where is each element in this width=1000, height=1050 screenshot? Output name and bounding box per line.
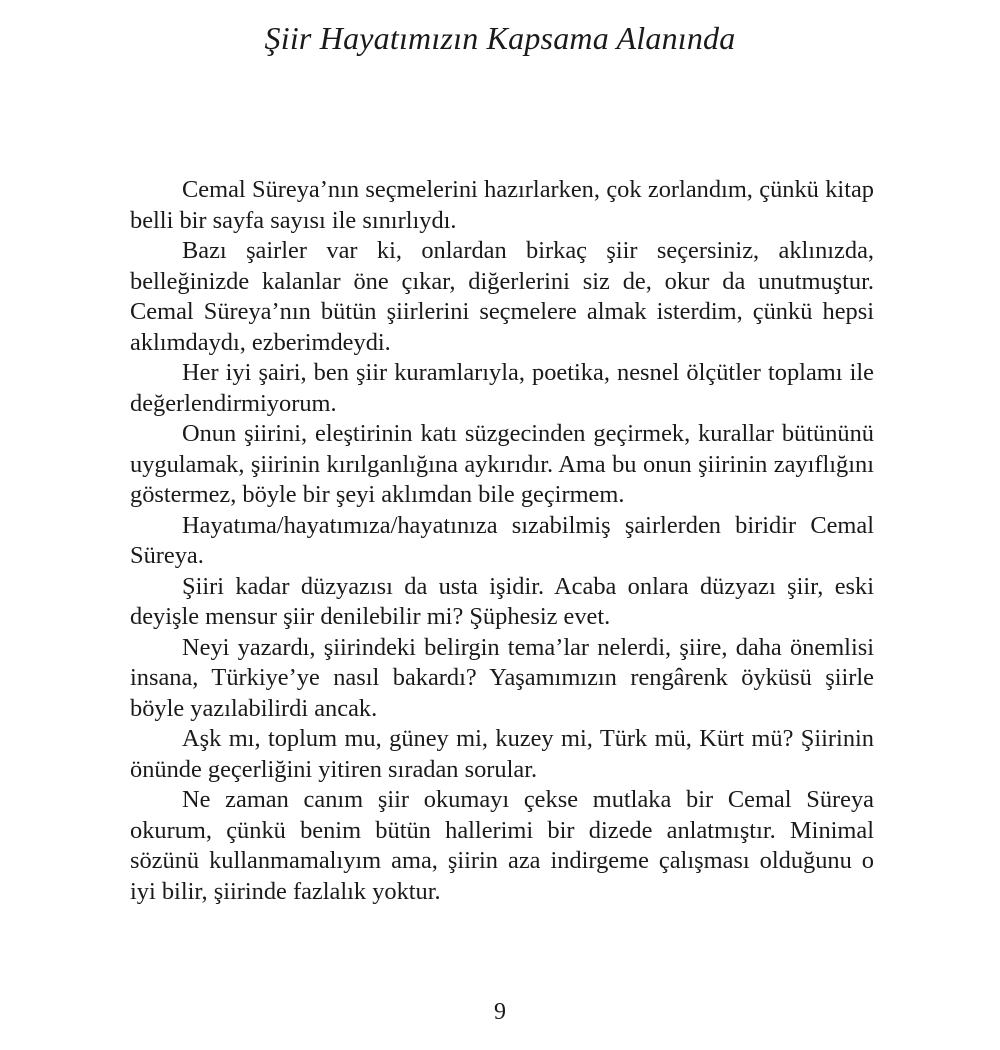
body-text [130,175,874,907]
paragraph: Her iyi şairi, ben şiir kuramlarıyla, poetika, nesnel ölçütler toplamı ile değerlendirmiyorum. [130,359,874,417]
paragraph: Neyi yazardı, şiirindeki belirgin tema’lar nelerdi, şiire, daha önemlisi insana, Türkiye’ye nasıl bakardı? Yaşamımızın rengârenk öyküsü şiirle böyle yazılabilirdi ancak. [130,633,874,722]
running-title: Şiir Hayatımızın Kapsama Alanında [264,20,736,56]
paragraph: Cemal Süreya’nın seçmelerini hazırlarken, çok zorlandım, çünkü kitap belli bir sayfa sayısı ile sınırlıydı. [130,176,874,234]
paragraph: Aşk mı, toplum mu, güney mi, kuzey mi, Türk mü, Kürt mü? Şiirinin önünde geçerliğini yitiren sıradan sorular. [130,725,874,783]
paragraph: Hayatıma/hayatımıza/hayatınıza sızabilmiş şairlerden biridir Cemal Süreya. [130,511,874,569]
paragraph: Ne zaman canım şiir okumayı çekse mutlaka bir Cemal Süreya okurum, çünkü benim bütün hallerimi bir dizede anlatmıştır. Minimal sözünü kullanmamalıyım ama, şiirin aza indirgeme çalışması olduğunu o iyi bilir, şiirinde fazlalık yoktur. [130,786,874,905]
page-number: 9 [494,999,506,1025]
paragraph: Şiiri kadar düzyazısı da usta işidir. Acaba onlara düzyazı şiir, eski deyişle mensur şiir denilebilir mi? Şüphesiz evet. [130,572,874,630]
paragraph: Onun şiirini, eleştirinin katı süzgecinden geçirmek, kurallar bütününü uygulamak, şiirinin kırılganlığına aykırıdır. Ama bu onun şiirinin zayıflığını göstermez, böyle bir şeyi aklımdan bile geçirmem. [130,420,874,508]
paragraph: Bazı şairler var ki, onlardan birkaç şiir seçersiniz, aklınızda, belleğinizde kalanlar öne çıkar, diğerlerini siz de, okur da unutmuştur. Cemal Süreya’nın bütün şiirlerini seçmelere almak isterdim, çünkü hepsi aklımdaydı, ezberimdeydi. [130,237,874,356]
